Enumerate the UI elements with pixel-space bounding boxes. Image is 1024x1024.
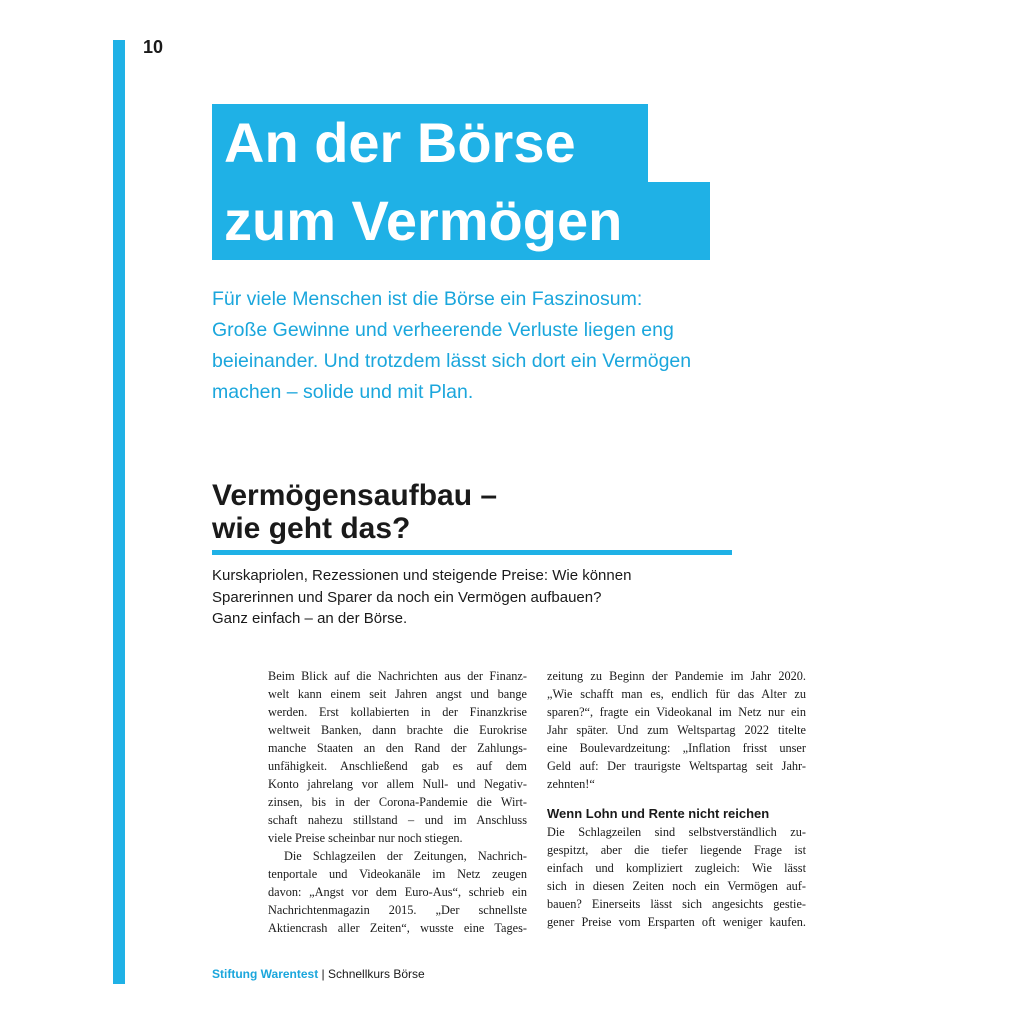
body-line: Aktiencrash aller Zeiten“, wusste eine Tages- — [268, 921, 527, 935]
body-line: Nachrichtenmagazin 2015. „Der schnellste — [268, 903, 527, 917]
intro-line: Kurskapriolen, Rezessionen und steigende Preise: Wie können — [212, 567, 632, 584]
body-line: sich in diesen Zeiten noch ein Vermögen auf- — [547, 879, 806, 893]
body-line: Geld auf: Der traurigste Weltspartag seit Jahr- — [547, 759, 806, 773]
body-line: gespitzt, aber die tiefer liegende Frage ist — [547, 843, 806, 857]
subheading: Wenn Lohn und Rente nicht reichen — [547, 806, 770, 821]
title-line-1: An der Börse — [212, 104, 648, 182]
lead-line: Für viele Menschen ist die Börse ein Faszinosum: — [212, 288, 643, 310]
section-heading-line-1: Vermögensaufbau – — [212, 479, 498, 512]
lead-line: machen – solide und mit Plan. — [212, 381, 474, 403]
body-column-left — [268, 667, 527, 937]
body-column-right — [547, 667, 806, 931]
body-line: schaft nahezu stillstand – und im Anschluss — [268, 813, 527, 827]
body-line: sparen?“, fragte ein Videokanal im Netz nur ein — [547, 705, 806, 719]
body-line: davon: „Angst vor dem Euro-Aus“, schrieb ein — [268, 885, 527, 899]
accent-side-bar — [113, 40, 125, 984]
body-line: manche Staaten an den Rand der Zahlungs- — [268, 741, 527, 755]
footer-separator: | — [318, 967, 329, 981]
body-line: welt kann einem seit Jahren angst und bange — [268, 687, 527, 701]
body-line: zeitung zu Beginn der Pandemie im Jahr 2020. — [547, 669, 806, 683]
body-line: bauen? Einerseits lässt sich angesichts gestie- — [547, 897, 806, 911]
body-line: Beim Blick auf die Nachrichten aus der Finanz- — [268, 669, 527, 683]
title-line-2: zum Vermögen — [212, 182, 710, 260]
footer-brand: Stiftung Warentest — [212, 967, 319, 981]
body-line: Jahr später. Und zum Weltspartag 2022 titelte — [547, 723, 806, 737]
section-intro — [212, 565, 732, 630]
body-line: weltweit Banken, dann brachte die Eurokrise — [268, 723, 527, 737]
body-line: „Wie schafft man es, endlich für das Alter zu — [547, 687, 806, 701]
body-line: unfähigkeit. Anschließend gab es auf dem — [268, 759, 527, 773]
lead-line: Große Gewinne und verheerende Verluste liegen eng — [212, 319, 674, 341]
intro-line: Sparerinnen und Sparer da noch ein Vermögen aufbauen? — [212, 588, 602, 606]
body-line: Konto jahrelang vor allem Null- und Negativ- — [268, 777, 527, 791]
section-heading — [212, 479, 732, 545]
page-number: 10 — [143, 37, 164, 57]
lead-paragraph — [212, 284, 752, 408]
body-line: werden. Erst kollabierten in der Finanzkrise — [268, 705, 527, 719]
intro-line: Ganz einfach – an der Börse. — [212, 610, 408, 627]
body-line: gener Preise vom Ersparten oft weniger kaufen. — [547, 915, 806, 929]
body-line: tenportale und Videokanäle im Netz zeugen — [268, 867, 527, 881]
body-line: einfach und kompliziert zugleich: Wie lässt — [547, 861, 806, 875]
body-line: zinsen, bis in der Corona-Pandemie die Wirt- — [268, 795, 527, 809]
body-line: viele Preise scheinbar nur noch stiegen. — [268, 831, 463, 845]
footer-series: Schnellkurs Börse — [328, 967, 425, 981]
body-line: eine Boulevardzeitung: „Inflation frisst unser — [547, 741, 806, 755]
section-rule — [212, 550, 732, 555]
body-line: zehnten!“ — [547, 777, 595, 791]
body-line: Die Schlagzeilen der Zeitungen, Nachrich- — [284, 849, 527, 863]
page-footer — [212, 967, 425, 981]
lead-line: beieinander. Und trotzdem lässt sich dort ein Vermögen — [212, 350, 692, 372]
body-line: Die Schlagzeilen sind selbstverständlich zu- — [547, 825, 806, 839]
section-heading-line-2: wie geht das? — [212, 512, 411, 545]
